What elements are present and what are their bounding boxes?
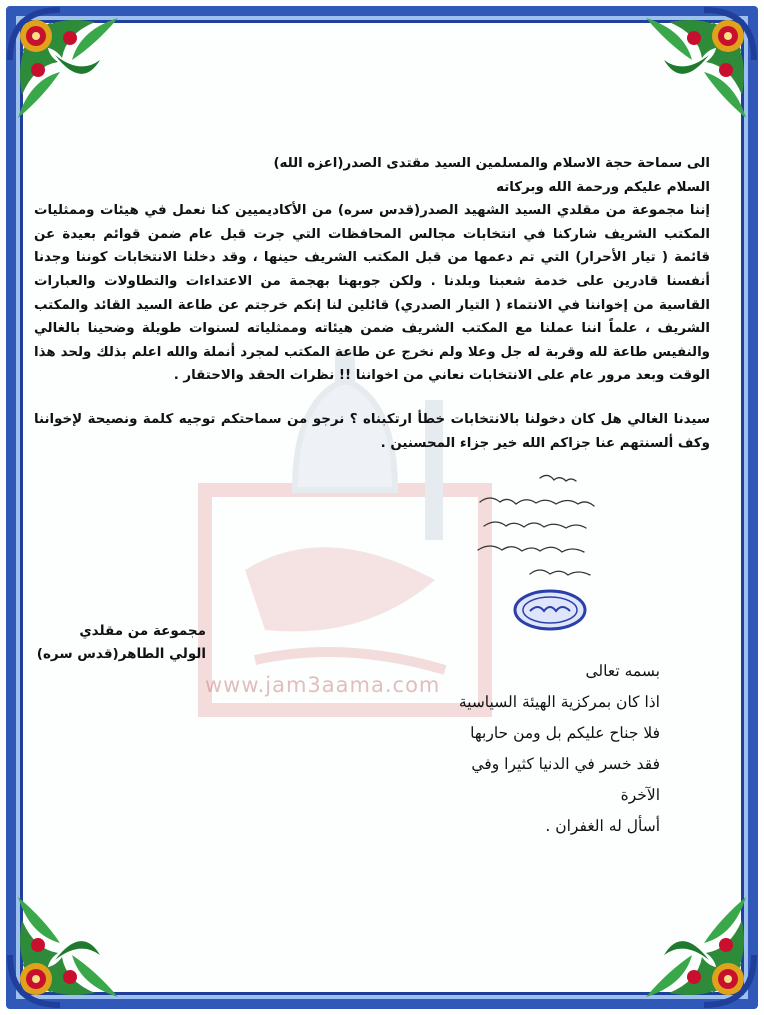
office-seal-icon [512, 589, 588, 631]
corner-ornament-icon [0, 865, 150, 1015]
watermark-url: www.jam3aama.com [205, 673, 441, 697]
letter-body [34, 152, 710, 455]
answer-block [440, 656, 660, 842]
signature-block [36, 620, 206, 666]
answer-line: أسأل له الغفران . [545, 817, 660, 835]
handwritten-reply-icon [470, 470, 620, 585]
letter-paragraph: إننا مجموعة من مقلدي السيد الشهيد الصدر(قدس سره) من الأكاديميين كنا نعمل في هيئات وممثليات المكتب الشريف شاركنا في انتخابات مجالس المحافظات التي جرت قبل عام ضمن قوائم بعيدة عن قائمة ( تيار الأحرار) التي تم دعمها من قبل المكتب الشريف حينها ، وقد دخلنا الانتخابات كوننا وجدنا أنفسنا قادرين على خدمة شعبنا وبلدنا . ولكن جوبهنا بهجمة من الاعتداءات والتطاولات والعبارات القاسية من إخواننا في الانتماء ( التيار الصدري) قائلين لنا إنكم خرجتم عن طاعة السيد القائد والمكتب الشريف ، علماً اننا عملنا مع المكتب الشريف ضمن هيئاته وممثلياته لسنوات طويلة وضحينا بالغالي والنفيس طاعة لله وقربة له جل وعلا ولم نخرج عن طاعة المكتب لمجرد أنملة والله اعلم بذلك ولحد هذا الوقت وبعد مرور عام على الانتخابات نعاني من اخواننا !! نظرات الحقد والاحتقار . [34, 203, 710, 384]
corner-ornament-icon [0, 0, 150, 150]
signature-line: الولي الطاهر(قدس سره) [36, 646, 206, 662]
letter-greeting: السلام عليكم ورحمة الله وبركاته [496, 179, 710, 195]
letter-addressee: الى سماحة حجة الاسلام والمسلمين السيد مقتدى الصدر(اعزه الله) [273, 156, 710, 171]
corner-ornament-icon [614, 865, 764, 1015]
corner-ornament-icon [614, 0, 764, 150]
signature-line: مجموعة من مقلدي [79, 623, 206, 639]
answer-line: فلا جناح عليكم بل ومن حاربها [470, 724, 660, 742]
answer-line: بسمه تعالى [585, 662, 660, 680]
answer-line: فقد خسر في الدنيا كثيرا وفي الآخرة [471, 755, 660, 804]
letter-question: سيدنا الغالي هل كان دخولنا بالانتخابات خطأ ارتكبناه ؟ نرجو من سماحتكم توجيه كلمة ونصيحة لإخواننا وكف ألسنتهم عنا جزاكم الله خير جزاء المحسنين . [34, 411, 710, 451]
answer-line: اذا كان بمركزية الهيئة السياسية [458, 693, 660, 711]
